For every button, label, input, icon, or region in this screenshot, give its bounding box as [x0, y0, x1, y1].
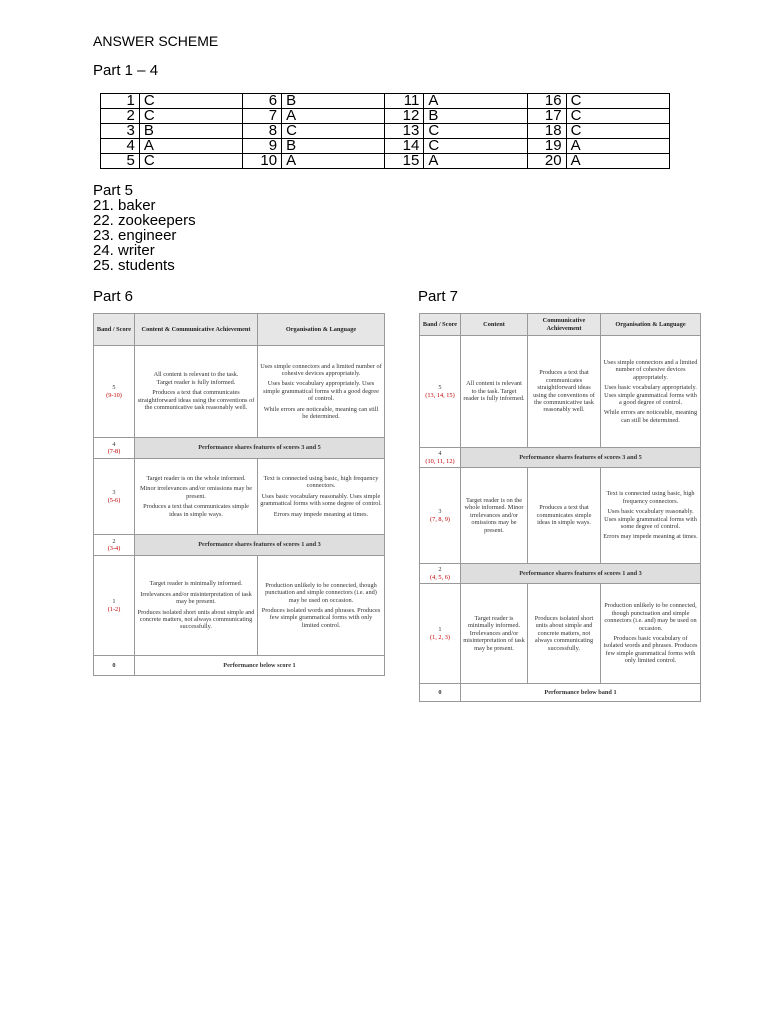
band-4-description: Performance shares features of scores 3 and 5: [135, 438, 385, 459]
band-3: 3 (5-6): [94, 459, 135, 535]
band-2-description: Performance shares features of scores 1 and 3: [135, 535, 385, 556]
part-5-answer: 25. students: [93, 257, 175, 274]
band-0: 0: [94, 656, 135, 676]
band-3: 3 (7, 8, 9): [420, 468, 461, 564]
question-number: 2: [101, 109, 140, 124]
part-6-heading: Part 6: [93, 288, 134, 305]
question-number: 13: [385, 124, 424, 139]
answer-row: [101, 109, 670, 124]
answer-letter: A: [566, 139, 669, 154]
question-number: 14: [385, 139, 424, 154]
band-1-organisation: Production unlikely to be connected, though punctuation and simple connectors (i.e. and) may be used on occasion. Produces basic vocabulary of isolated words and phrases. Produces few simple grammatical forms with only limited control.: [601, 584, 701, 684]
part-6-rubric-table: [93, 313, 385, 676]
question-number: 10: [243, 154, 282, 169]
question-number: 7: [243, 109, 282, 124]
header-band: Band / Score: [94, 314, 135, 346]
band-2: 2 (4, 5, 6): [420, 564, 461, 584]
answer-letter: B: [139, 124, 242, 139]
answer-row: [101, 154, 670, 169]
answer-row: [101, 139, 670, 154]
band-4: 4 (7-8): [94, 438, 135, 459]
band-1-organisation: Production unlikely to be connected, though punctuation and simple connectors (i.e. and) may be used on occasion. Produces isolated words and phrases. Produces few simple grammatical forms with only limited control.: [258, 556, 385, 656]
answer-letter: B: [424, 109, 527, 124]
answer-letter: C: [424, 124, 527, 139]
band-3-content: Target reader is on the whole informed. Minor irrelevances and/or omissions may be present. Produces a text that communicates simple ideas in simple ways.: [135, 459, 258, 535]
part-5-answer: 21. baker: [93, 197, 156, 214]
question-number: 12: [385, 109, 424, 124]
question-number: 20: [527, 154, 566, 169]
question-number: 6: [243, 94, 282, 109]
question-number: 15: [385, 154, 424, 169]
band-3-content: Target reader is on the whole informed. Minor irrelevances and/or omissions may be present.: [461, 468, 528, 564]
answer-letter: A: [566, 154, 669, 169]
answer-grid-part-1-4: [100, 93, 670, 169]
band-2-description: Performance shares features of scores 1 and 3: [461, 564, 701, 584]
question-number: 17: [527, 109, 566, 124]
band-4: 4 (10, 11, 12): [420, 448, 461, 468]
band-0-description: Performance below score 1: [135, 656, 385, 676]
header-band: Band / Score: [420, 314, 461, 336]
part-5-heading: Part 5: [93, 182, 134, 199]
band-0-description: Performance below band 1: [461, 684, 701, 702]
part-1-4-heading: Part 1 – 4: [93, 62, 159, 79]
question-number: 3: [101, 124, 140, 139]
band-0: 0: [420, 684, 461, 702]
band-5-content: All content is relevant to the task. Target reader is fully informed.: [461, 336, 528, 448]
part-5-answer: 22. zookeepers: [93, 212, 196, 229]
part-5-answer: 23. engineer: [93, 227, 177, 244]
band-3-communicative: Produces a text that communicates simple ideas in simple ways.: [528, 468, 601, 564]
answer-row: [101, 94, 670, 109]
question-number: 9: [243, 139, 282, 154]
answer-letter: A: [282, 154, 385, 169]
part-7-rubric-table: [419, 313, 701, 702]
band-5-content: All content is relevant to the task. Target reader is fully informed. Produces a text that communicates straightforward ideas using the conventions of the communicative task reasonably well.: [135, 346, 258, 438]
answer-letter: C: [566, 109, 669, 124]
question-number: 19: [527, 139, 566, 154]
question-number: 18: [527, 124, 566, 139]
question-number: 16: [527, 94, 566, 109]
answer-letter: C: [139, 154, 242, 169]
band-4-description: Performance shares features of scores 3 and 5: [461, 448, 701, 468]
band-1-content: Target reader is minimally informed. Irrelevances and/or misinterpretation of task may be present.: [461, 584, 528, 684]
answer-letter: C: [566, 124, 669, 139]
band-3-organisation: Text is connected using basic, high frequency connectors. Uses basic vocabulary reasonably. Uses simple grammatical forms with some degree of control. Errors may impede meaning at times.: [258, 459, 385, 535]
band-5-organisation: Uses simple connectors and a limited number of cohesive devices appropriately. Uses basic vocabulary appropriately. Uses simple grammatical forms with a good degree of control. While errors are noticeable, meaning can still be determined.: [601, 336, 701, 448]
answer-letter: C: [282, 124, 385, 139]
band-1: 1 (1-2): [94, 556, 135, 656]
band-5-organisation: Uses simple connectors and a limited number of cohesive devices appropriately. Uses basic vocabulary appropriately. Uses simple grammatical forms with a good degree of control. While errors are noticeable, meaning can still be determined.: [258, 346, 385, 438]
band-1-communicative: Produces isolated short units about simple and concrete matters, not always communicating successfully.: [528, 584, 601, 684]
band-5: 5 (13, 14, 15): [420, 336, 461, 448]
answer-letter: A: [424, 94, 527, 109]
header-communicative: Communicative Achievement: [528, 314, 601, 336]
band-3-organisation: Text is connected using basic, high frequency connectors. Uses basic vocabulary reasonably. Uses simple grammatical forms with some degree of control. Errors may impede meaning at times.: [601, 468, 701, 564]
question-number: 8: [243, 124, 282, 139]
answer-letter: C: [139, 109, 242, 124]
part-5-section: [93, 183, 196, 273]
band-5-communicative: Produces a text that communicates straightforward ideas using the conventions of the communicative task reasonably well.: [528, 336, 601, 448]
answer-letter: C: [566, 94, 669, 109]
header-organisation: Organisation & Language: [601, 314, 701, 336]
question-number: 4: [101, 139, 140, 154]
question-number: 5: [101, 154, 140, 169]
band-2: 2 (3-4): [94, 535, 135, 556]
band-1: 1 (1, 2, 3): [420, 584, 461, 684]
answer-letter: C: [139, 94, 242, 109]
answer-letter: B: [282, 139, 385, 154]
question-number: 1: [101, 94, 140, 109]
band-1-content: Target reader is minimally informed. Irrelevances and/or misinterpretation of task may be present. Produces isolated short units about simple and concrete matters, not always communicating successfully.: [135, 556, 258, 656]
band-5: 5 (9-10): [94, 346, 135, 438]
header-organisation: Organisation & Language: [258, 314, 385, 346]
answer-letter: B: [282, 94, 385, 109]
part-7-heading: Part 7: [418, 288, 459, 305]
question-number: 11: [385, 94, 424, 109]
header-content: Content & Communicative Achievement: [135, 314, 258, 346]
answer-letter: A: [139, 139, 242, 154]
page-title: ANSWER SCHEME: [93, 33, 219, 49]
answer-letter: C: [424, 139, 527, 154]
header-content: Content: [461, 314, 528, 336]
answer-letter: A: [424, 154, 527, 169]
part-5-answer: 24. writer: [93, 242, 155, 259]
answer-letter: A: [282, 109, 385, 124]
answer-row: [101, 124, 670, 139]
